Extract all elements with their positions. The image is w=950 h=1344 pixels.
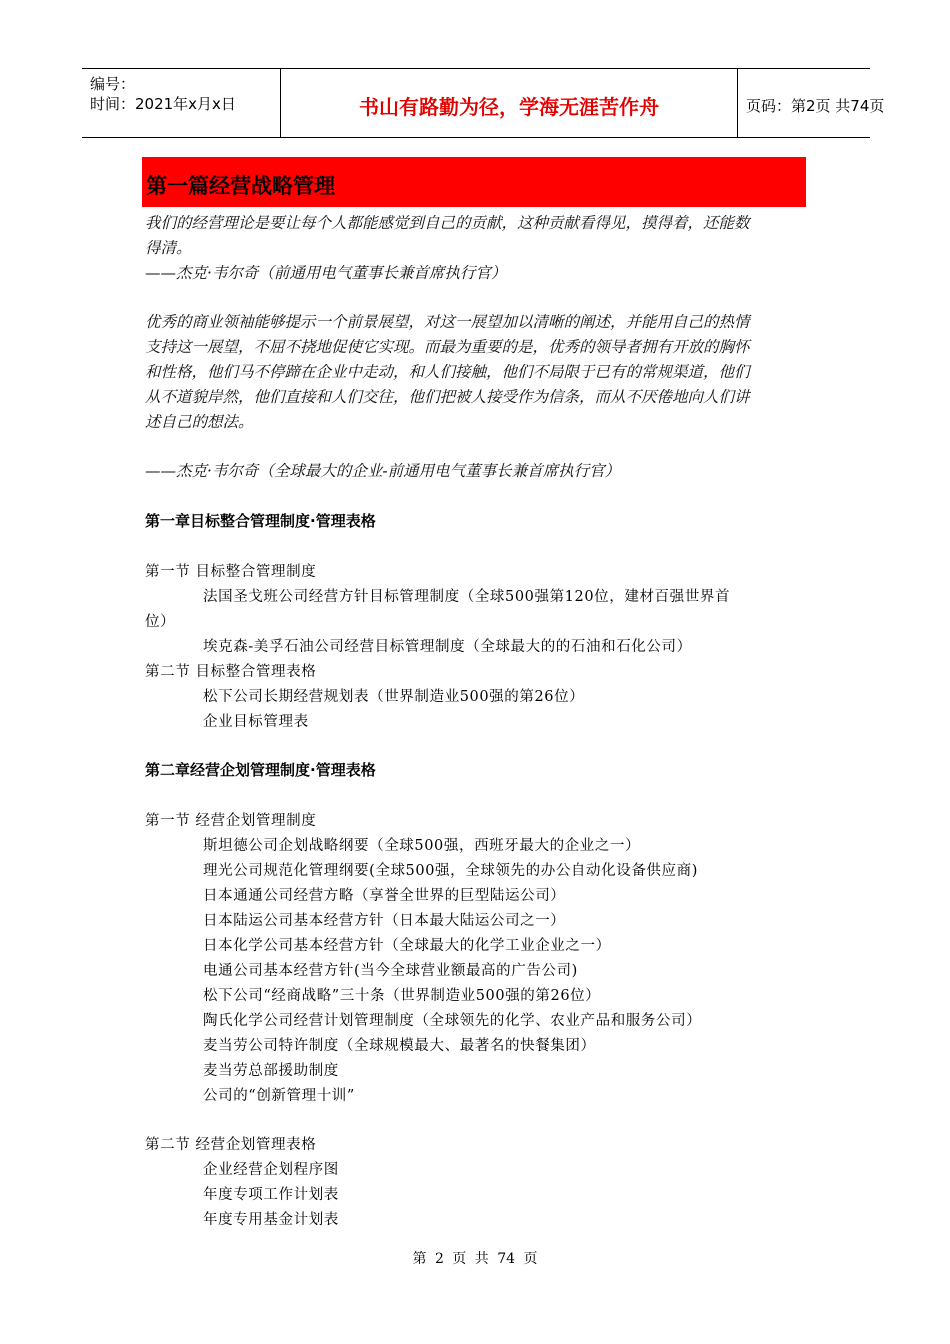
toc-item: 企业经营企划程序图 (203, 1162, 339, 1178)
quote1-line: 得清。 (145, 239, 192, 257)
chapter2-title: 第二章经营企划管理制度·管理表格 (145, 761, 376, 779)
toc-item: 公司的“创新管理十训” (203, 1088, 355, 1104)
part-title: 第一篇经营战略管理 (146, 173, 335, 198)
page-header (82, 68, 885, 138)
toc-item: 斯坦德公司企划战略纲要（全球500强，西班牙最大的企业之一） (203, 838, 641, 854)
toc-item: 麦当劳总部援助制度 (203, 1063, 339, 1079)
header-page-cell (738, 69, 885, 137)
toc-item: 位） (145, 614, 176, 630)
quote2-line: 优秀的商业领袖能够提示一个前景展望，对这一展望加以清晰的阐述，并能用自己的热情 (145, 313, 750, 331)
toc-item: 埃克森-美孚石油公司经营目标管理制度（全球最大的的石油和石化公司） (203, 639, 692, 655)
page-footer: 第 2 页 共 74 页 (412, 1251, 538, 1267)
toc-item: 年度专项工作计划表 (203, 1187, 339, 1203)
header-meta-cell (82, 69, 280, 137)
toc-item: 法国圣戈班公司经营方针目标管理制度（全球500强第120位，建材百强世界首 (203, 589, 731, 605)
toc-item: 年度专用基金计划表 (203, 1212, 339, 1228)
toc-item: 日本化学公司基本经营方针（全球最大的化学工业企业之一） (203, 938, 611, 954)
toc-item: 日本通通公司经营方略（享誉全世界的巨型陆运公司） (203, 888, 566, 904)
toc-item: 陶氏化学公司经营计划管理制度（全球领先的化学、农业产品和服务公司） (203, 1013, 702, 1029)
toc-item: 日本陆运公司基本经营方针（日本最大陆运公司之一） (203, 913, 566, 929)
quote1-line: 我们的经营理论是要让每个人都能感觉到自己的贡献，这种贡献看得见，摸得着，还能数 (145, 214, 750, 232)
quote2-author: ——杰克·韦尔奇（全球最大的企业-前通用电气董事长兼首席执行官） (145, 462, 621, 480)
quote2-line: 支持这一展望，不屈不挠地促使它实现。而最为重要的是，优秀的领导者拥有开放的胸怀 (145, 338, 750, 356)
toc-item: 电通公司基本经营方针(当今全球营业额最高的广告公司) (203, 963, 578, 979)
quote2-line: 从不道貌岸然，他们直接和人们交往，他们把被人接受作为信条，而从不厌倦地向人们讲 (145, 388, 750, 406)
chapter2-section2: 第二节 经营企划管理表格 (145, 1137, 317, 1153)
chapter1-title: 第一章目标整合管理制度·管理表格 (145, 512, 376, 530)
toc-item: 麦当劳公司特许制度（全球规模最大、最著名的快餐集团） (203, 1038, 596, 1054)
quote2-line: 述自己的想法。 (145, 413, 254, 431)
toc-item: 松下公司长期经营规划表（世界制造业500强的第26位） (203, 689, 585, 705)
chapter1-section2: 第二节 目标整合管理表格 (145, 664, 317, 680)
time-label: 时间：2021年x月x日 (90, 95, 236, 113)
page-info: 页码：第2页 共74页 (746, 97, 885, 115)
quote2-line: 和性格，他们马不停蹄在企业中走动，和人们接触，他们不局限于已有的常规渠道，他们 (145, 363, 750, 381)
part-title-bar (142, 157, 806, 207)
chapter2-section1: 第一节 经营企划管理制度 (145, 813, 317, 829)
quote1-author: ——杰克·韦尔奇（前通用电气董事长兼首席执行官） (145, 264, 507, 282)
toc-item: 企业目标管理表 (203, 714, 309, 730)
header-motto-cell (280, 69, 738, 137)
chapter1-section1: 第一节 目标整合管理制度 (145, 564, 317, 580)
number-label: 编号： (90, 75, 136, 93)
motto: 书山有路勤为径，学海无涯苦作舟 (359, 95, 659, 119)
toc-item: 松下公司“经商战略”三十条（世界制造业500强的第26位） (203, 988, 601, 1004)
toc-item: 理光公司规范化管理纲要(全球500强，全球领先的办公自动化设备供应商) (203, 863, 698, 879)
